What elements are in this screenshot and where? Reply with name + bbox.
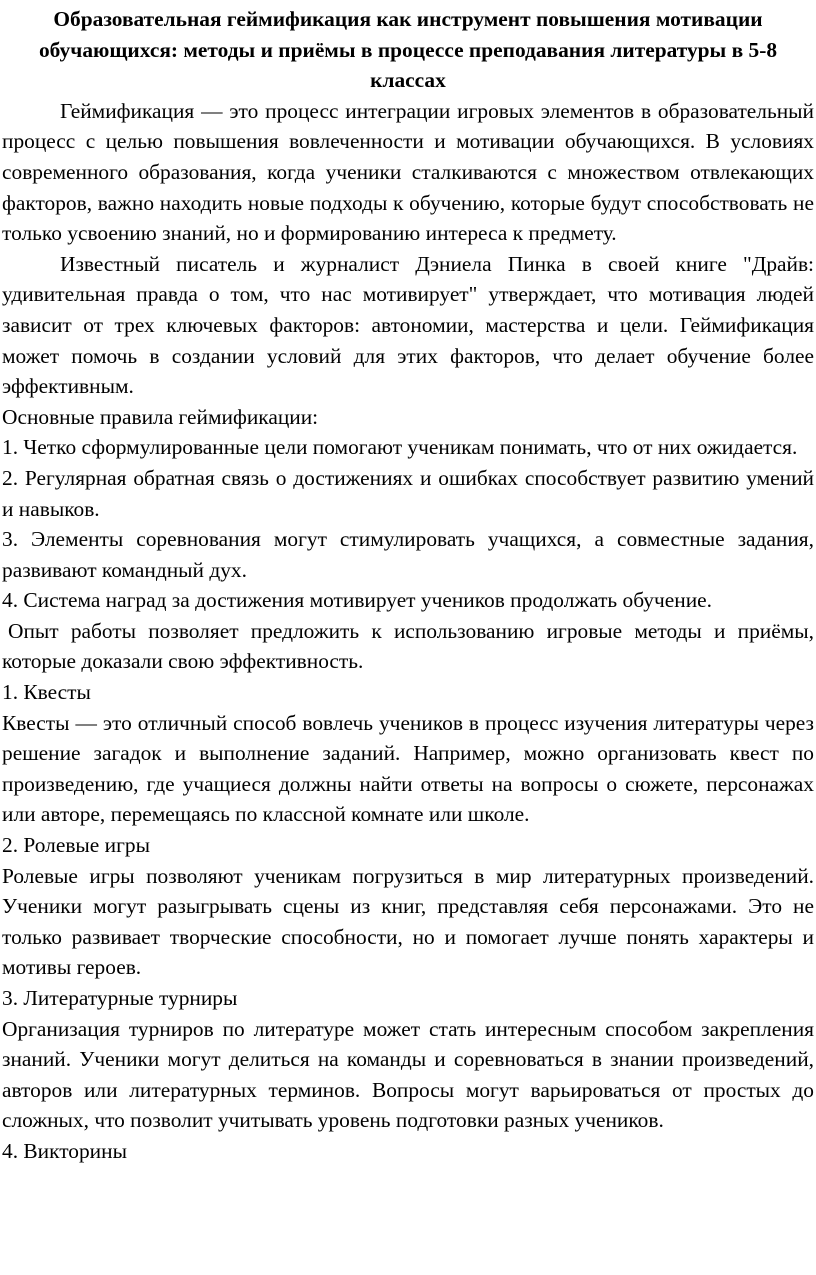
rule-item-3: 3. Элементы соревнования могут стимулировать учащихся, а совместные задания, развивают командный дух. <box>2 527 814 582</box>
method-heading-quests: 1. Квесты <box>2 680 91 705</box>
rule-item-2: 2. Регулярная обратная связь о достижениях и ошибках способствует развитию умений и навыков. <box>2 465 814 521</box>
method-text-quests: Квесты — это отличный способ вовлечь учеников в процесс изучения литературы через решение загадок и выполнение заданий. Например, можно организовать квест по произведению, где учащиеся должны найти ответы на вопросы о сюжете, персонажах или авторе, перемещаясь по классной комнате или школе. <box>2 710 814 827</box>
method-text-tournaments: Организация турниров по литературе может стать интересным способом закрепления знаний. Ученики могут делиться на команды и соревноваться в знании произведений, авторов или литературных терминов. Вопросы могут варьироваться от простых до сложных, что позволит учитывать уровень подготовки разных учеников. <box>2 1016 814 1133</box>
document-title: Образовательная геймификация как инструмент повышения мотивации обучающихся: методы и приёмы в процессе преподавания литературы в 5-8 классах <box>38 7 778 93</box>
intro-paragraph-2: Известный писатель и журналист Дэниела Пинка в своей книге "Драйв: удивительная правда о том, что нас мотивирует" утверждает, что мотивация людей зависит от трех ключевых факторов: автономии, мастерства и цели. Геймификация может помочь в создании условий для этих факторов, что делает обучение более эффективным. <box>2 251 814 399</box>
rule-item-4: 4. Система наград за достижения мотивирует учеников продолжать обучение. <box>2 588 712 613</box>
method-text-role-games: Ролевые игры позволяют ученикам погрузиться в мир литературных произведений. Ученики могут разыгрывать сцены из книг, представляя себя персонажами. Это не только развивает творческие способности, но и помогает лучше понять характеры и мотивы героев. <box>2 863 814 980</box>
method-heading-tournaments: 3. Литературные турниры <box>2 986 238 1010</box>
intro-paragraph-1: Геймификация — это процесс интеграции игровых элементов в образовательный процесс с целью повышения вовлеченности и мотивации обучающихся. В условиях современного образования, когда ученики сталкиваются с множеством отвлекающих факторов, важно находить новые подходы к обучению, которые будут способствовать не только усвоению знаний, но и формированию интереса к предмету. <box>2 98 814 246</box>
rules-heading: Основные правила геймификации: <box>2 404 319 429</box>
rule-item-1: 1. Четко сформулированные цели помогают ученикам понимать, что от них ожидается. <box>2 435 798 460</box>
method-heading-role-games: 2. Ролевые игры <box>2 833 150 858</box>
methods-intro: Опыт работы позволяет предложить к использованию игровые методы и приёмы, которые доказали свою эффективность. <box>2 618 814 674</box>
method-heading-quizzes: 4. Викторины <box>2 1138 127 1163</box>
